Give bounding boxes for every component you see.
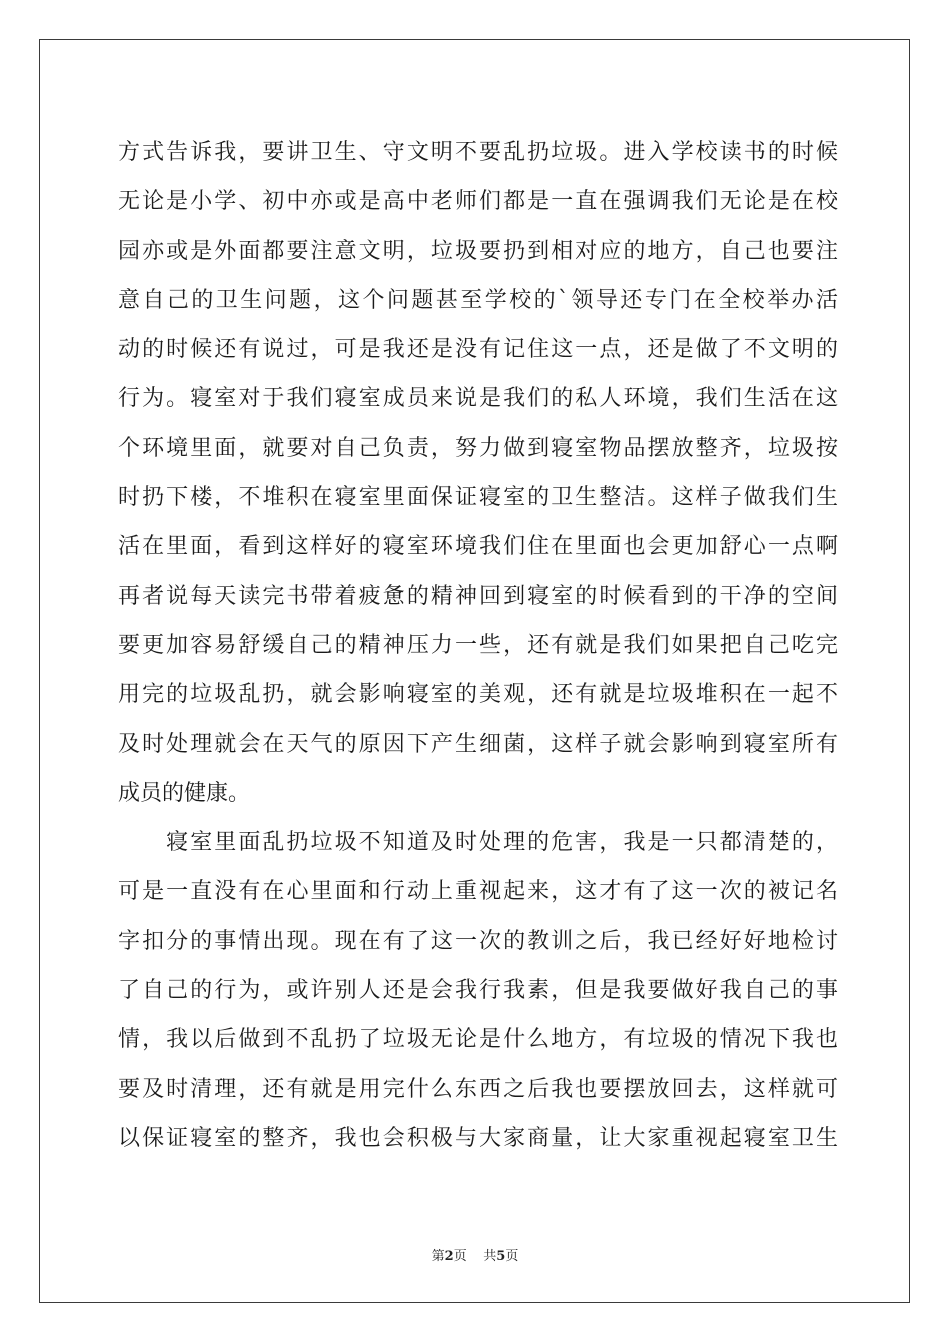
total-pages: 5 xyxy=(496,1249,506,1264)
page-prefix: 第 xyxy=(431,1249,445,1264)
text-line-16: 可是一直没有在心里面和行动上重视起来，这才有了这一次的被记名 xyxy=(118,879,838,905)
text-line-5: 动的时候还有说过，可是我还是没有记住这一点，还是做了不文明的 xyxy=(118,337,838,363)
text-line-19: 情，我以后做到不乱扔了垃圾无论是什么地方，有垃圾的情况下我也 xyxy=(118,1027,838,1053)
text-line-21: 以保证寝室的整齐，我也会积极与大家商量，让大家重视起寝室卫生 xyxy=(118,1125,838,1151)
text-line-11: 要更加容易舒缓自己的精神压力一些，还有就是我们如果把自己吃完 xyxy=(118,632,838,658)
text-line-20: 要及时清理，还有就是用完什么东西之后我也要摆放回去，这样就可 xyxy=(118,1076,838,1102)
text-line-10: 再者说每天读完书带着疲惫的精神回到寝室的时候看到的干净的空间 xyxy=(118,583,838,609)
page-suffix: 页 xyxy=(453,1249,467,1264)
text-line-9: 活在里面，看到这样好的寝室环境我们住在里面也会更加舒心一点啊 xyxy=(118,534,838,560)
text-line-18: 了自己的行为，或许别人还是会我行我素，但是我要做好我自己的事 xyxy=(118,978,838,1004)
text-line-7: 个环境里面，就要对自己负责，努力做到寝室物品摆放整齐，垃圾按 xyxy=(118,435,838,461)
text-line-8: 时扔下楼，不堆积在寝室里面保证寝室的卫生整洁。这样子做我们生 xyxy=(118,485,838,511)
text-line-13: 及时处理就会在天气的原因下产生细菌，这样子就会影响到寝室所有 xyxy=(118,731,838,757)
text-line-1: 方式告诉我，要讲卫生、守文明不要乱扔垃圾。进入学校读书的时候 xyxy=(118,140,838,165)
text-line-3: 园亦或是外面都要注意文明，垃圾要扔到相对应的地方，自己也要注 xyxy=(118,238,838,264)
text-line-12: 用完的垃圾乱扔，就会影响寝室的美观，还有就是垃圾堆积在一起不 xyxy=(118,682,838,708)
page-number: 2 xyxy=(444,1249,454,1264)
text-line-4: 意自己的卫生问题，这个问题甚至学校的`领导还专门在全校举办活 xyxy=(118,287,838,313)
text-line-6: 行为。寝室对于我们寝室成员来说是我们的私人环境，我们生活在这 xyxy=(118,386,838,412)
total-suffix: 页 xyxy=(505,1249,519,1264)
text-line-17: 字扣分的事情出现。现在有了这一次的教训之后，我已经好好地检讨 xyxy=(118,928,838,954)
document-body xyxy=(118,128,838,1163)
text-line-15: 寝室里面乱扔垃圾不知道及时处理的危害，我是一只都清楚的， xyxy=(118,830,838,856)
text-line-2: 无论是小学、初中亦或是高中老师们都是一直在强调我们无论是在校 xyxy=(118,189,838,215)
page-footer xyxy=(0,1245,950,1264)
text-line-14: 成员的健康。 xyxy=(118,780,251,806)
total-prefix: 共 xyxy=(483,1249,497,1264)
